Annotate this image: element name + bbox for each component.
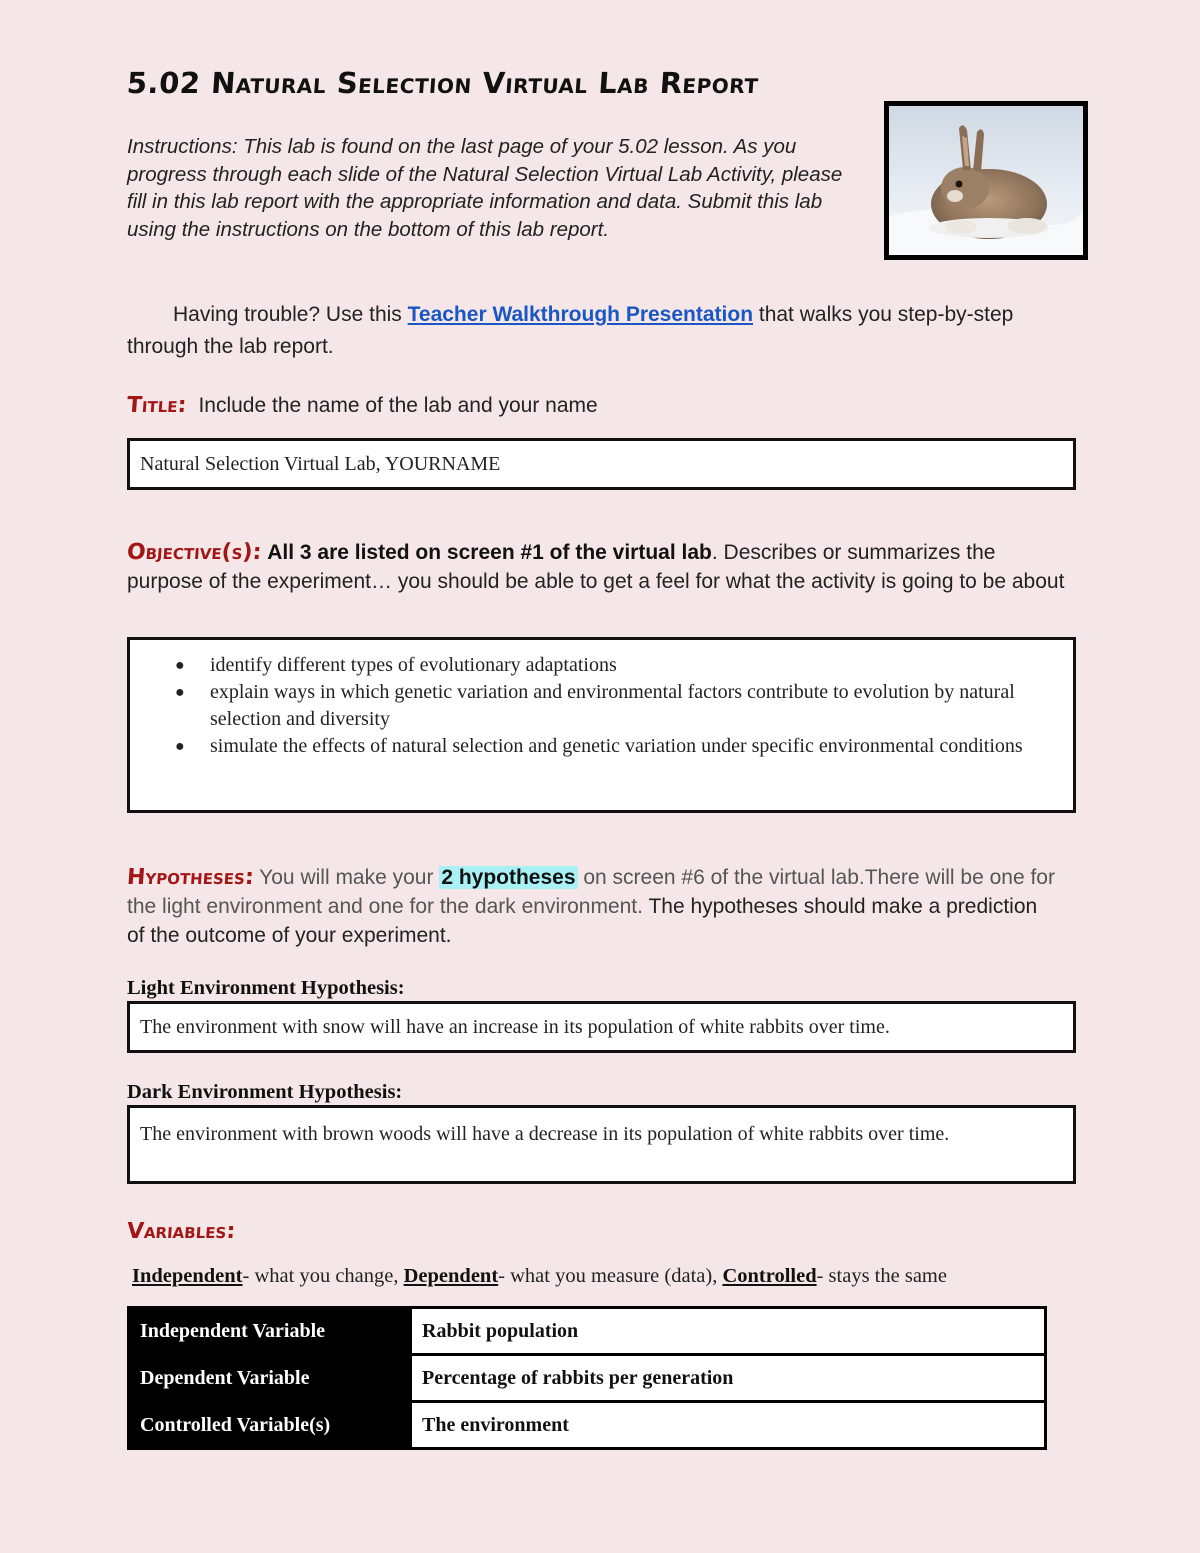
page-title: 5.02 Natural Selection Virtual Lab Report: [125, 66, 760, 100]
hypotheses-text-b: on screen #6 of the virtual lab: [577, 866, 859, 889]
legend-controlled: Controlled: [722, 1265, 817, 1287]
variable-value[interactable]: Percentage of rabbits per generation: [411, 1355, 1046, 1402]
legend-dependent: Dependent: [403, 1265, 499, 1287]
instructions-text: Instructions: This lab is found on the last page of your 5.02 lesson. As you progress through each slide of the Natural Selection Virtual Lab Activity, please fill in this lab report with the appropriate information and data. Submit this lab using the instructions on the bottom of this lab report.: [127, 135, 843, 241]
hypotheses-text-c: .There will be one for the light environment and one for the dark environment.: [127, 866, 1055, 918]
legend-independent-desc: - what you change,: [242, 1265, 404, 1287]
rabbit-photo: [884, 101, 1088, 260]
bullet-icon: ●: [175, 684, 185, 701]
objective-text: identify different types of evolutionary adaptations: [210, 654, 617, 676]
objectives-note: All 3 are listed on screen #1 of the virtual lab: [267, 541, 712, 564]
dark-hypothesis-label: Dark Environment Hypothesis:: [127, 1081, 403, 1103]
variable-label: Dependent Variable: [129, 1355, 411, 1402]
help-suffix: that walks you step-by-step through the lab report.: [127, 303, 1014, 358]
title-description: Include the name of the lab and your name: [198, 394, 598, 417]
dark-hypothesis-field[interactable]: The environment with brown woods will have a decrease in its population of white rabbits over time.: [127, 1105, 1076, 1184]
variables-table: [127, 1306, 1047, 1450]
teacher-walkthrough-link[interactable]: Teacher Walkthrough Presentation: [407, 303, 754, 326]
objectives-list: [140, 652, 1063, 760]
bullet-icon: ●: [175, 738, 185, 755]
objectives-field[interactable]: [127, 637, 1076, 813]
hypotheses-text-a: You will make your: [259, 866, 440, 889]
hypotheses-text-d: The hypotheses should make a prediction of the outcome of your experiment.: [127, 895, 1038, 947]
variable-value[interactable]: The environment: [411, 1402, 1046, 1449]
table-row: [129, 1402, 1046, 1449]
light-hypothesis-label: Light Environment Hypothesis:: [127, 977, 405, 999]
list-item: [175, 652, 1063, 679]
variable-label: Controlled Variable(s): [129, 1402, 411, 1449]
hypotheses-heading: Hypotheses:: [126, 865, 255, 890]
objectives-intro: [127, 538, 1067, 596]
table-row: [129, 1308, 1046, 1355]
variable-value[interactable]: Rabbit population: [411, 1308, 1046, 1355]
title-heading: Title:: [126, 393, 188, 418]
variables-section: [127, 1219, 235, 1244]
rabbit-image: [889, 106, 1083, 255]
help-prefix: Having trouble? Use this: [173, 303, 408, 326]
title-section: [127, 393, 598, 418]
variables-legend: [132, 1265, 947, 1288]
legend-dependent-desc: - what you measure (data),: [498, 1265, 723, 1287]
light-hypothesis-field[interactable]: The environment with snow will have an increase in its population of white rabbits over time.: [127, 1001, 1076, 1053]
objective-text: explain ways in which genetic variation and environmental factors contribute to evolution by natural selection and diversity: [210, 681, 1015, 730]
table-row: [129, 1355, 1046, 1402]
objectives-heading: Objective(s):: [126, 540, 263, 565]
legend-controlled-desc: - stays the same: [816, 1265, 947, 1287]
list-item: [175, 679, 1063, 733]
variables-heading: Variables:: [126, 1219, 237, 1244]
hypotheses-highlight: 2 hypotheses: [441, 866, 576, 889]
bullet-icon: ●: [175, 657, 185, 674]
legend-independent: Independent: [132, 1265, 243, 1287]
list-item: [175, 733, 1063, 760]
help-paragraph: [127, 299, 1057, 363]
hypotheses-intro: [127, 863, 1057, 950]
title-field[interactable]: Natural Selection Virtual Lab, YOURNAME: [127, 438, 1076, 490]
objective-text: simulate the effects of natural selection and genetic variation under specific environmental conditions: [210, 735, 1023, 757]
objectives-description: . Describes or summarizes the purpose of the experiment… you should be able to get a feel for what the activity is going to be about: [127, 541, 1065, 593]
variable-label: Independent Variable: [129, 1308, 411, 1355]
